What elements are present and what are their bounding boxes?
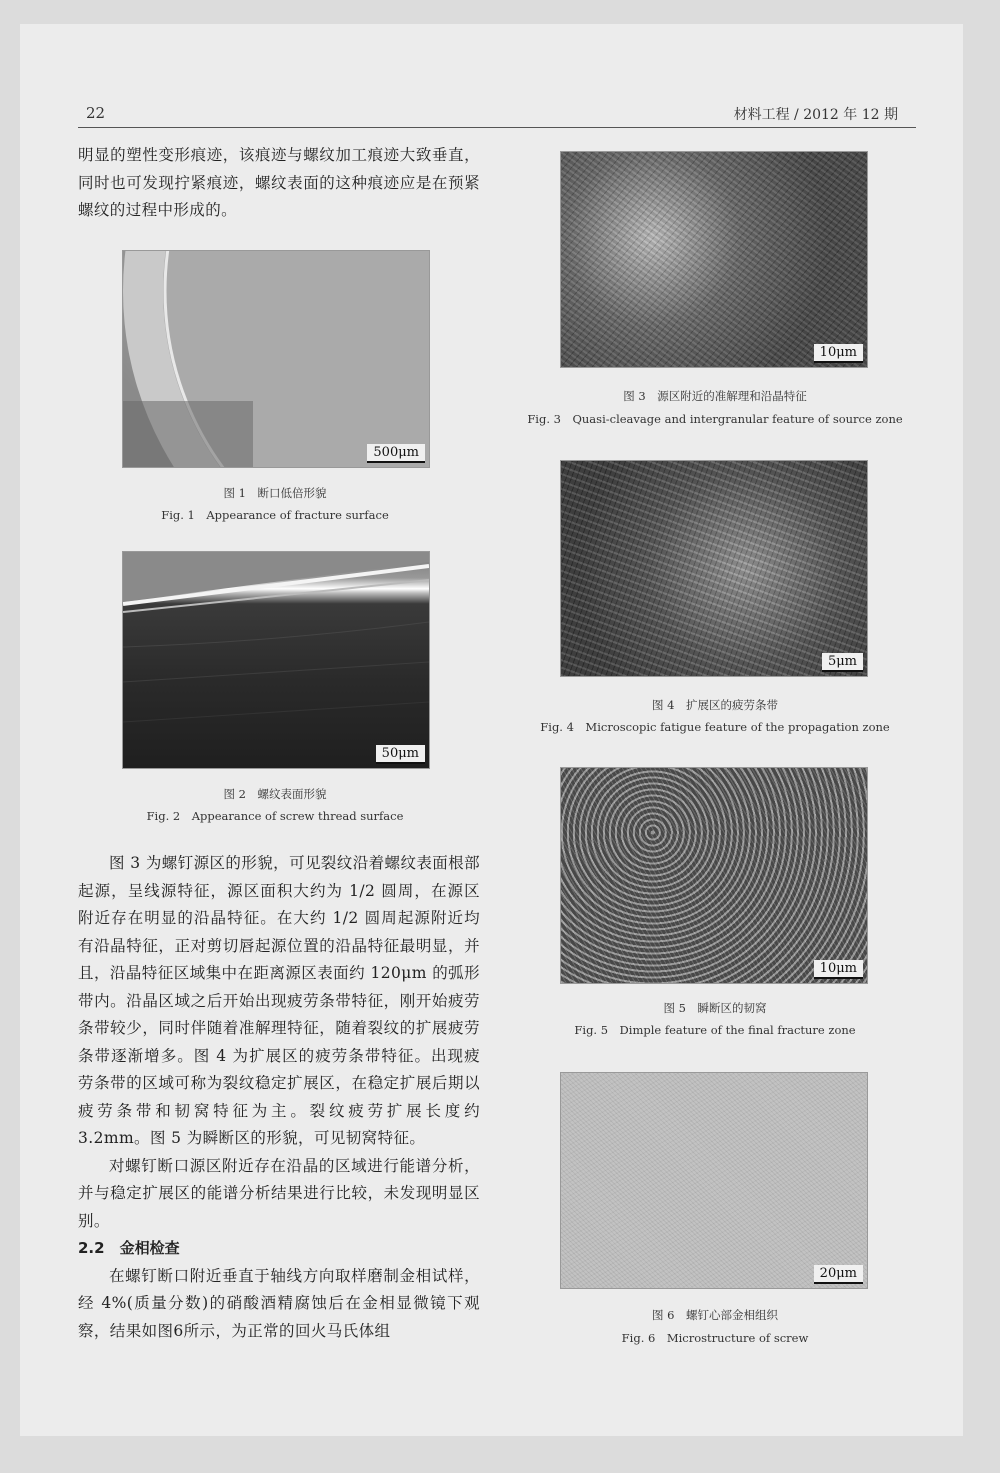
- figure-2-caption-en: Fig. 2 Appearance of screw thread surface: [146, 809, 404, 823]
- figure-1-image: [122, 250, 430, 468]
- figure-5-caption-en: Fig. 5 Dimple feature of the final fracture zone: [574, 1023, 856, 1037]
- figure-2-image: [122, 551, 430, 769]
- figure-1-caption-en: Fig. 1 Appearance of fracture surface: [161, 508, 389, 522]
- figure-4-caption-en: Fig. 4 Microscopic fatigue feature of the propagation zone: [540, 720, 890, 734]
- figure-5-caption-cn: 图 5 瞬断区的韧窝: [663, 1001, 767, 1015]
- page-number: 22: [86, 104, 106, 122]
- left-top-text: [78, 142, 480, 225]
- fracture-surface-graphic: [123, 251, 429, 467]
- section-heading-2-2: 2.2 金相检查: [78, 1239, 180, 1257]
- figure-4-image: [560, 460, 868, 677]
- figure-3-image: [560, 151, 868, 368]
- figure-3-caption-cn: 图 3 源区附近的准解理和沿晶特征: [623, 389, 807, 403]
- scale-bar: 10μm: [814, 344, 863, 363]
- journal-header: 材料工程 / 2012 年 12 期: [733, 107, 898, 123]
- paragraph-metallography: 在螺钉断口附近垂直于轴线方向取样磨制金相试样，经 4%(质量分数)的硝酸酒精腐蚀后在金相显微镜下观察，结果如图6所示，为正常的回火马氏体组: [78, 1266, 480, 1340]
- figure-1-caption-cn: 图 1 断口低倍形貌: [223, 486, 327, 500]
- figure-6-image: [560, 1072, 868, 1289]
- thread-surface-graphic: [123, 552, 429, 768]
- figure-6-caption-en: Fig. 6 Microstructure of screw: [621, 1331, 809, 1345]
- figure-6-caption-cn: 图 6 螺钉心部金相组织: [652, 1308, 778, 1322]
- figure-2-caption-cn: 图 2 螺纹表面形貌: [223, 787, 327, 801]
- scale-bar: 50μm: [376, 745, 425, 764]
- scale-bar: 500μm: [367, 444, 425, 463]
- figure-5-image: [560, 767, 868, 984]
- scale-bar: 10μm: [814, 960, 863, 979]
- paragraph-fig3-discussion: 图 3 为螺钉源区的形貌，可见裂纹沿着螺纹表面根部起源，呈线源特征，源区面积大约为 1/2 圆周，在源区附近存在明显的沿晶特征。在大约 1/2 圆周起源附近均有沿晶特征，正对剪切唇起源位置的沿晶特征最明显，并且，沿晶特征区域集中在距离源区表面约 120μm 的弧形带内。沿晶区域之后开始出现疲劳条带特征，刚开始疲劳条带较少，同时伴随着准解理特征，随着裂纹的扩展疲劳条带逐渐增多。图 4 为扩展区的疲劳条带特征。出现疲劳条带的区域可称为裂纹稳定扩展区，在稳定扩展后期以疲劳条带和韧窝特征为主。裂纹疲劳扩展长度约 3.2mm。图 5 为瞬断区的形貌，可见韧窝特征。: [78, 854, 480, 1147]
- header-rule: [78, 127, 916, 128]
- scale-bar: 5μm: [822, 653, 863, 672]
- figure-4-caption-cn: 图 4 扩展区的疲劳条带: [652, 698, 778, 712]
- paragraph-eds: 对螺钉断口源区附近存在沿晶的区域进行能谱分析，并与稳定扩展区的能谱分析结果进行比较，未发现明显区别。: [78, 1156, 480, 1230]
- paragraph-continued: 明显的塑性变形痕迹，该痕迹与螺纹加工痕迹大致垂直，同时也可发现拧紧痕迹，螺纹表面的这种痕迹应是在预紧螺纹的过程中形成的。: [78, 146, 480, 219]
- figure-3-caption-en: Fig. 3 Quasi-cleavage and intergranular feature of source zone: [527, 412, 903, 426]
- scale-bar: 20μm: [814, 1265, 863, 1284]
- left-body-text: [78, 850, 480, 1345]
